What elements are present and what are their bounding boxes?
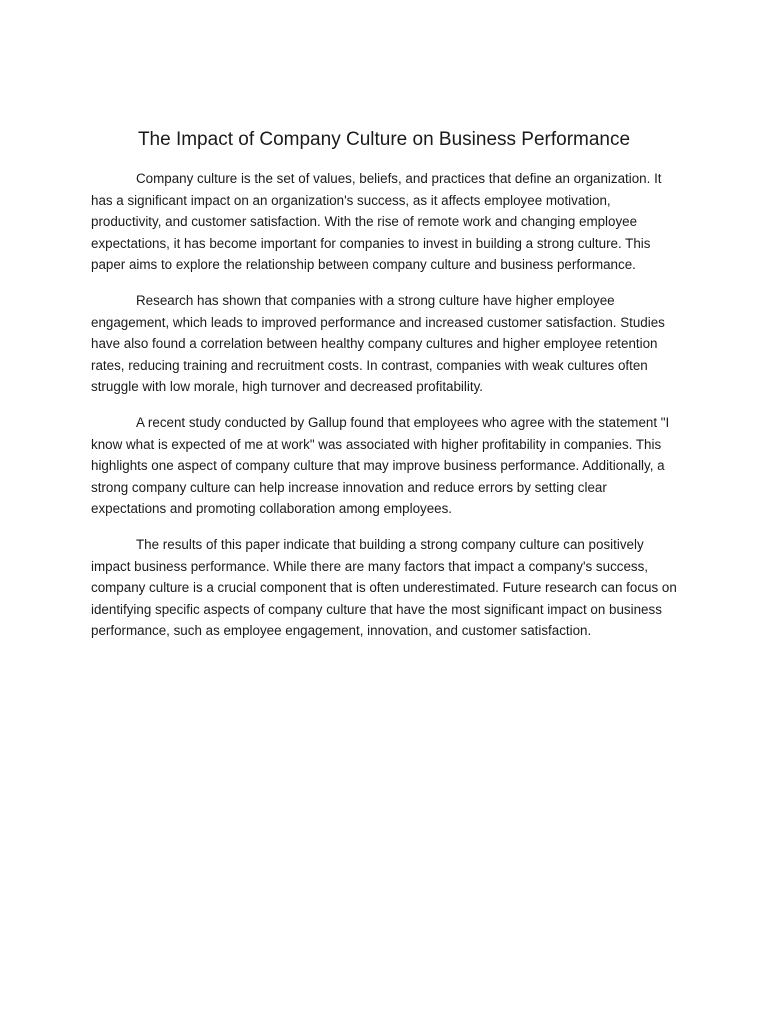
paragraph-research: Research has shown that companies with a strong culture have higher employee engagement, which leads to improved performance and increased customer satisfaction. Studies have also found a correlation between healthy company cultures and higher employee retention rates, reducing training and recruitment costs. In contrast, companies with weak cultures often struggle with low morale, high turnover and decreased profitability. [91,292,665,395]
document-title: The Impact of Company Culture on Business Performance [137,129,631,150]
document-body [91,168,677,656]
paragraph-conclusion: The results of this paper indicate that building a strong company culture can positively impact business performance. While there are many factors that impact a company's success, company culture is a crucial component that is often underestimated. Future research can focus on identifying specific aspects of company culture that have the most significant impact on business performance, such as employee engagement, innovation, and customer satisfaction. [91,536,677,639]
paragraph-introduction: Company culture is the set of values, beliefs, and practices that define an organization. It has a significant impact on an organization's success, as it affects employee motivation, productivity, and customer satisfaction. With the rise of remote work and changing employee expectations, it has become important for companies to invest in building a strong culture. This paper aims to explore the relationship between company culture and business performance. [91,171,662,273]
paragraph-gallup-study: A recent study conducted by Gallup found that employees who agree with the statement "I know what is expected of me at work" was associated with higher profitability in companies. This highlights one aspect of company culture that may improve business performance. Additionally, a strong company culture can help increase innovation and reduce errors by setting clear expectations and promoting collaboration among employees. [91,414,670,517]
